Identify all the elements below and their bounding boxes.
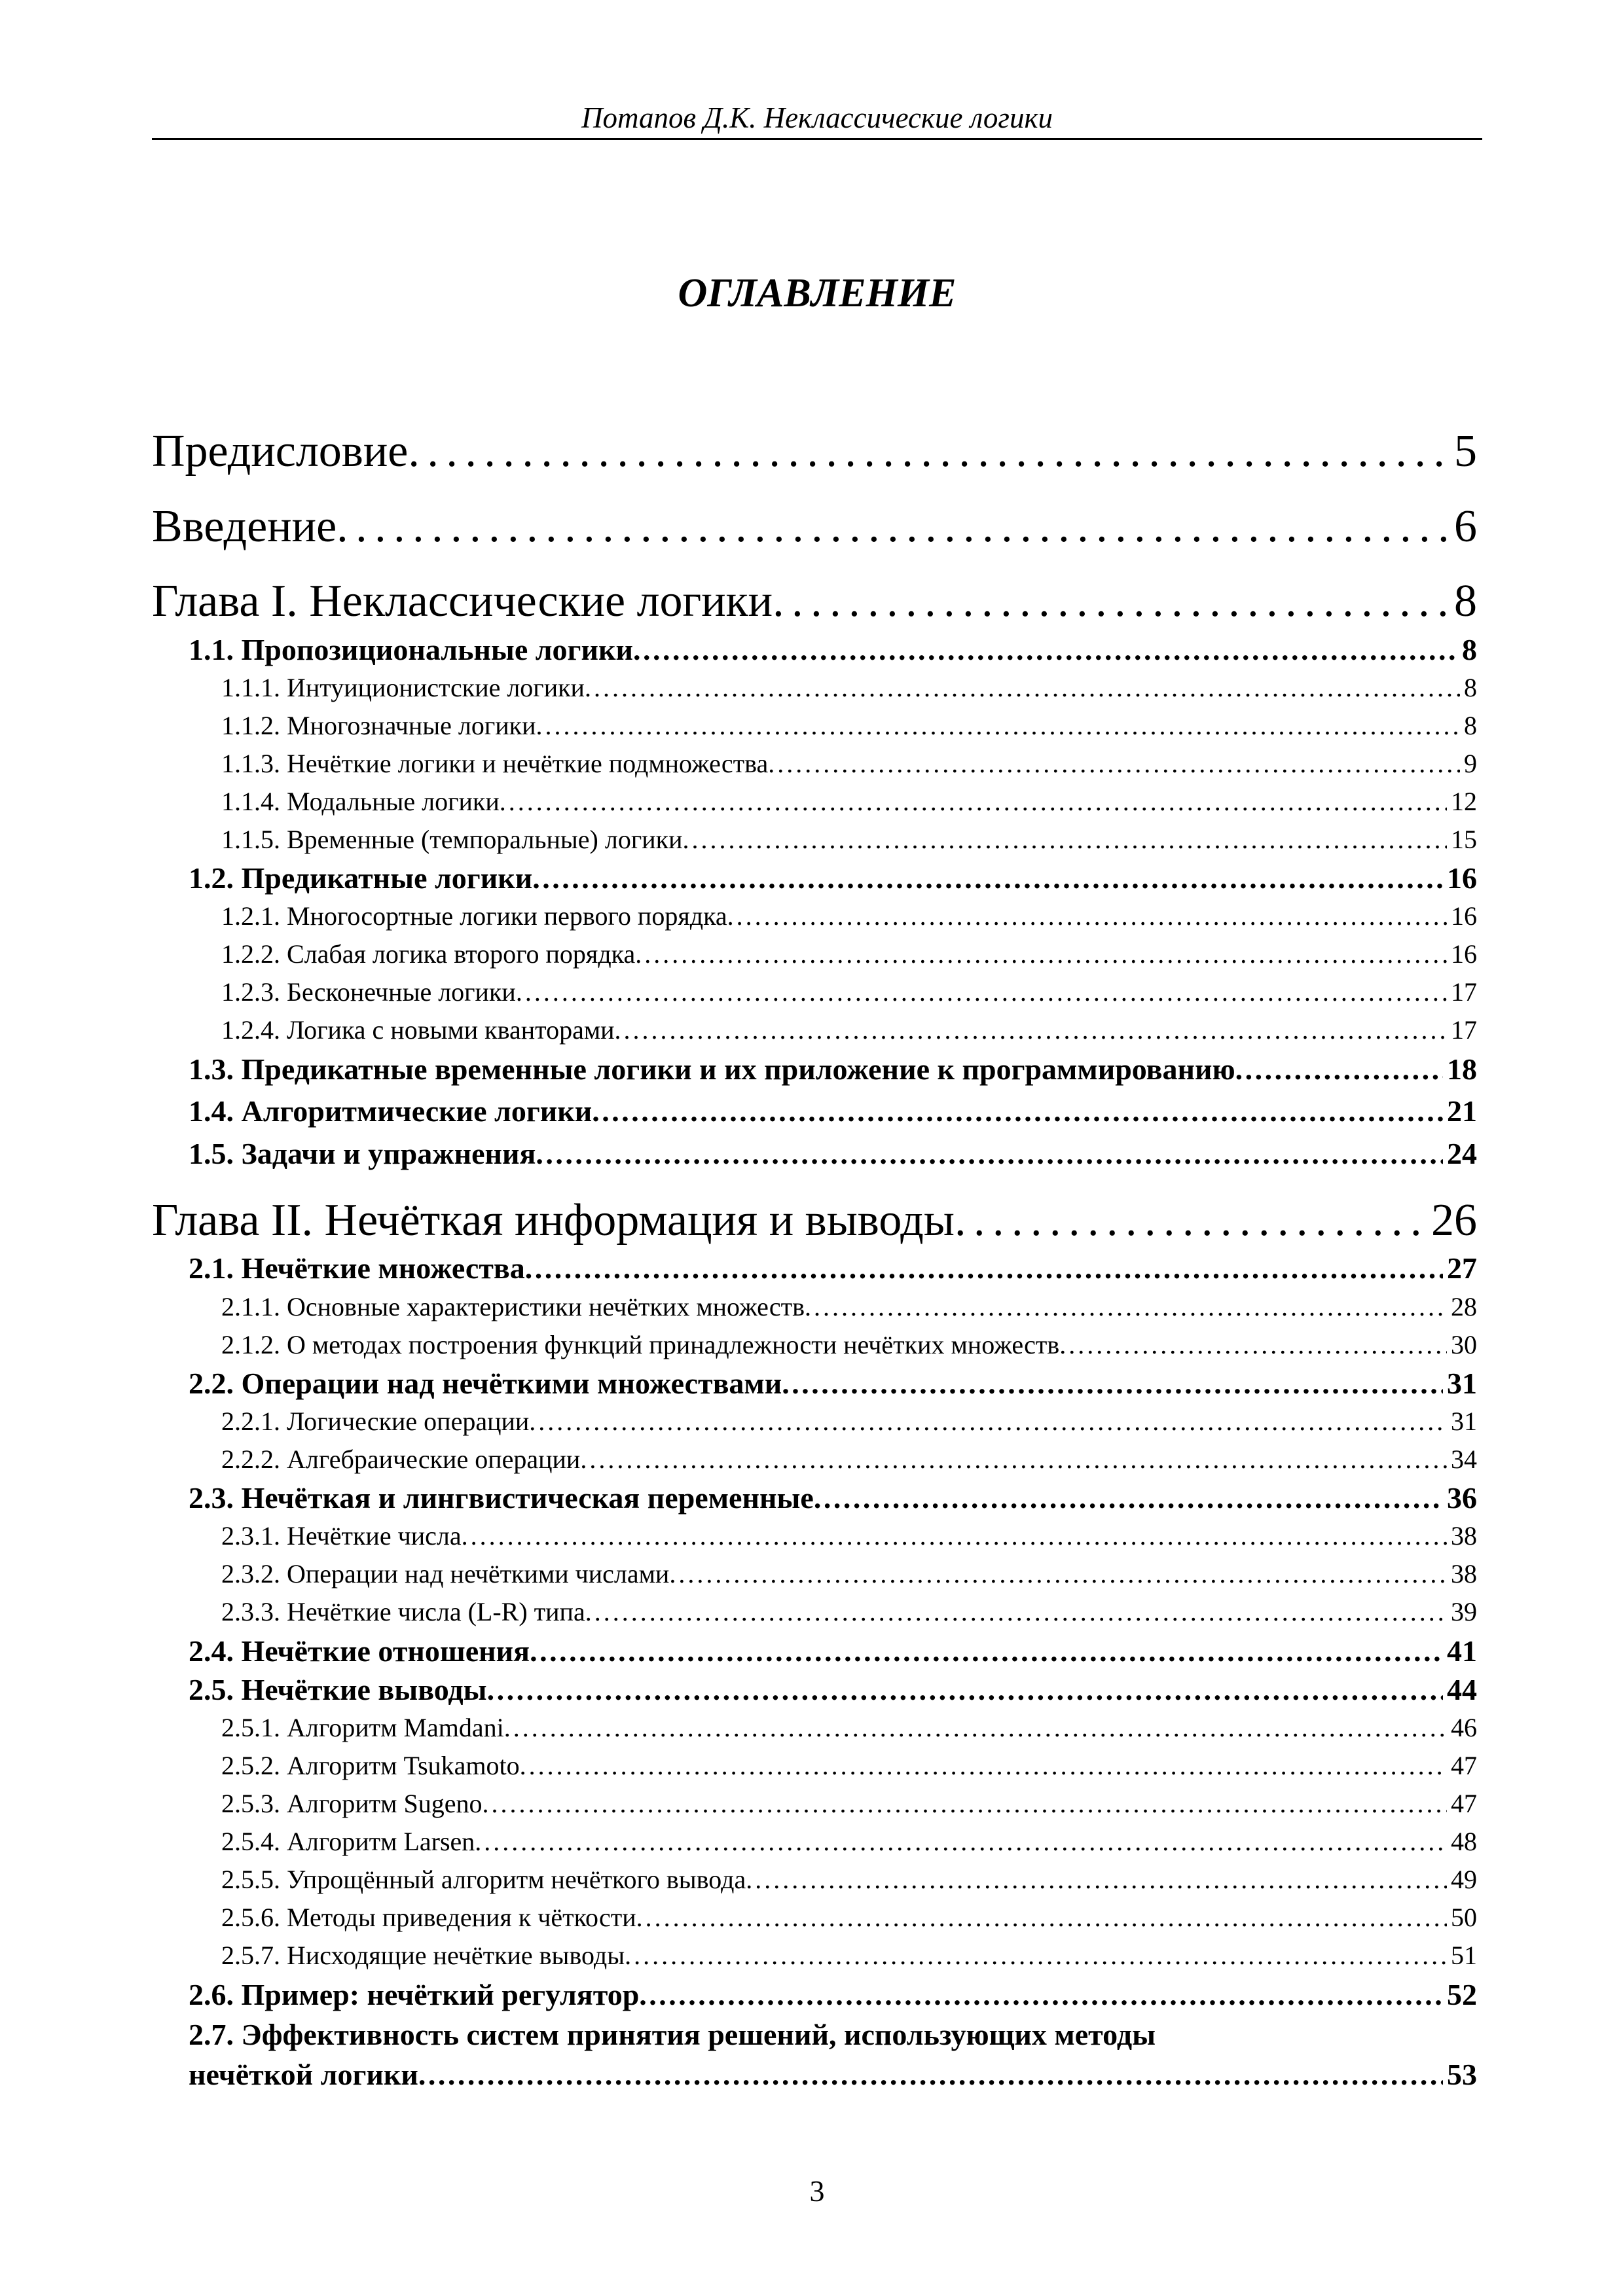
toc-entry-1-2-1[interactable]	[221, 899, 1477, 934]
dot-leader	[487, 1671, 1443, 1709]
toc-entry-2-5-1[interactable]	[221, 1710, 1477, 1746]
toc-entry-page: 44	[1447, 1673, 1477, 1706]
toc-entry-page: 34	[1451, 1444, 1477, 1474]
toc-entry-2-5-4[interactable]	[221, 1824, 1477, 1859]
toc-entry-page: 39	[1451, 1597, 1477, 1626]
dot-leader	[773, 572, 1450, 631]
toc-entry-title: Предисловие	[152, 426, 409, 476]
toc-entry-page: 21	[1447, 1094, 1477, 1128]
toc-entry-preface[interactable]	[152, 422, 1477, 481]
toc-entry-2-5-6[interactable]	[221, 1900, 1477, 1935]
toc-entry-title: 2.1.2. О методах построения функций принадлежности нечётких множеств	[221, 1330, 1060, 1359]
toc-entry-2-2-2[interactable]	[221, 1442, 1477, 1477]
toc-entry-page: 36	[1447, 1481, 1477, 1515]
toc-entry-page: 48	[1451, 1827, 1477, 1856]
toc-entry-page: 6	[1454, 501, 1477, 552]
toc-entry-2-5-5[interactable]	[221, 1862, 1477, 1897]
toc-entry-title: 1.3. Предикатные временные логики и их приложение к программированию	[189, 1052, 1235, 1086]
toc-entry-page: 17	[1451, 977, 1477, 1007]
dot-leader	[669, 1556, 1447, 1592]
dot-leader	[639, 1976, 1443, 2014]
toc-entry-page: 26	[1431, 1195, 1477, 1246]
dot-leader	[475, 1824, 1447, 1859]
toc-entry-1-4[interactable]	[189, 1092, 1477, 1130]
dot-leader	[585, 1594, 1447, 1630]
toc-entry-title: 2.1.1. Основные характеристики нечётких множеств	[221, 1292, 805, 1321]
dot-leader	[1235, 1050, 1443, 1088]
toc-entry-2-4[interactable]	[189, 1632, 1477, 1670]
toc-entry-title: 1.1.1. Интуиционистские логики	[221, 673, 585, 702]
toc-entry-2-7-line1[interactable]: 2.7. Эффективность систем принятия решений, использующих методы	[189, 2018, 1156, 2051]
dot-leader	[683, 822, 1448, 857]
toc-entry-page: 16	[1451, 939, 1477, 969]
toc-entry-1-2-3[interactable]	[221, 975, 1477, 1010]
dot-leader	[536, 708, 1460, 744]
dot-leader	[746, 1862, 1447, 1897]
toc-entry-title: 2.5.6. Методы приведения к чёткости	[221, 1903, 636, 1932]
toc-entry-title: 2.5.2. Алгоритм Tsukamoto	[221, 1751, 520, 1780]
toc-entry-title: 2.5. Нечёткие выводы	[189, 1673, 487, 1706]
toc-entry-page: 31	[1451, 1407, 1477, 1436]
toc-entry-introduction[interactable]	[152, 497, 1477, 556]
dot-leader	[580, 1442, 1447, 1477]
toc-entry-page: 17	[1451, 1015, 1477, 1045]
toc-entry-page: 28	[1451, 1292, 1477, 1321]
toc-title: ОГЛАВЛЕНИЕ	[678, 271, 957, 315]
toc-entry-title: 2.1. Нечёткие множества	[189, 1251, 525, 1285]
toc-entry-title: 2.3. Нечёткая и лингвистическая переменные	[189, 1481, 814, 1515]
dot-leader	[500, 784, 1447, 819]
toc-entry-title: 2.3.3. Нечёткие числа (L-R) типа	[221, 1597, 585, 1626]
dot-leader	[504, 1710, 1447, 1746]
dot-leader	[592, 1092, 1443, 1130]
toc-entry-page: 51	[1451, 1941, 1477, 1970]
toc-entry-title: Глава II. Нечёткая информация и выводы	[152, 1195, 955, 1246]
toc-entry-page: 16	[1447, 861, 1477, 895]
toc-entry-2-3[interactable]	[189, 1479, 1477, 1517]
toc-entry-title: нечёткой логики	[189, 2058, 418, 2091]
page-number: 3	[809, 2174, 825, 2208]
toc-entry-1-1[interactable]	[189, 631, 1477, 669]
toc-entry-title: 2.2.1. Логические операции	[221, 1407, 530, 1436]
toc-entry-page: 52	[1447, 1978, 1477, 2011]
dot-leader	[782, 1365, 1443, 1403]
toc-entry-title: 2.2.2. Алгебраические операции	[221, 1444, 581, 1474]
toc-entry-title: 2.4. Нечёткие отношения	[189, 1634, 530, 1668]
dot-leader	[530, 1632, 1443, 1670]
toc-entry-page: 27	[1447, 1251, 1477, 1285]
toc-entry-page: 50	[1451, 1903, 1477, 1932]
header-rule	[152, 138, 1482, 140]
toc-entry-title: Глава I. Неклассические логики	[152, 576, 773, 626]
toc-entry-title: 2.6. Пример: нечёткий регулятор	[189, 1978, 640, 2011]
toc-entry-page: 46	[1451, 1713, 1477, 1742]
toc-entry-page: 38	[1451, 1559, 1477, 1588]
toc-entry-1-1-3[interactable]	[221, 746, 1477, 781]
dot-leader	[418, 2056, 1443, 2094]
toc-entry-title: 1.1.2. Многозначные логики	[221, 711, 536, 740]
toc-entry-page: 30	[1451, 1330, 1477, 1359]
toc-entry-2-1[interactable]	[189, 1249, 1477, 1287]
toc-entry-page: 38	[1451, 1521, 1477, 1551]
toc-entry-title: 2.2. Операции над нечёткими множествами	[189, 1367, 782, 1400]
toc-entry-2-3-2[interactable]	[221, 1556, 1477, 1592]
dot-leader	[482, 1786, 1447, 1821]
toc-entry-page: 5	[1454, 426, 1477, 476]
toc-entry-title: 2.5.1. Алгоритм Mamdani	[221, 1713, 504, 1742]
toc-entry-2-3-3[interactable]	[221, 1594, 1477, 1630]
toc-entry-title: 1.4. Алгоритмические логики	[189, 1094, 593, 1128]
dot-leader	[635, 937, 1447, 972]
toc-entry-2-5-3[interactable]	[221, 1786, 1477, 1821]
toc-entry-title: 1.5. Задачи и упражнения	[189, 1137, 536, 1170]
toc-entry-title: 1.2.1. Многосортные логики первого порядка	[221, 901, 727, 931]
toc-entry-2-1-1[interactable]	[221, 1289, 1477, 1325]
dot-leader	[516, 975, 1447, 1010]
toc-entry-page: 49	[1451, 1865, 1477, 1894]
toc-entry-title: 1.1.5. Временные (темпоральные) логики	[221, 825, 683, 854]
toc-entry-page: 12	[1451, 787, 1477, 816]
dot-leader	[408, 422, 1450, 481]
toc-entry-page: 31	[1447, 1367, 1477, 1400]
dot-leader	[532, 859, 1443, 897]
dot-leader	[462, 1518, 1447, 1554]
dot-leader	[805, 1289, 1447, 1325]
toc-entry-title: 2.5.3. Алгоритм Sugeno	[221, 1789, 483, 1818]
toc-entry-page: 47	[1451, 1789, 1477, 1818]
toc-entry-page: 8	[1454, 576, 1477, 626]
toc-entry-page: 18	[1447, 1052, 1477, 1086]
toc-entry-chapter-2[interactable]	[152, 1191, 1477, 1250]
toc-entry-page: 16	[1451, 901, 1477, 931]
toc-entry-1-1-5[interactable]	[221, 822, 1477, 857]
toc-entry-page: 8	[1464, 711, 1477, 740]
toc-entry-1-2-4[interactable]	[221, 1013, 1477, 1048]
toc-entry-title: 2.3.2. Операции над нечёткими числами	[221, 1559, 670, 1588]
dot-leader	[585, 670, 1460, 706]
toc-entry-page: 47	[1451, 1751, 1477, 1780]
running-header: Потапов Д.К. Неклассические логики	[581, 101, 1053, 134]
toc-entry-title: 2.5.4. Алгоритм Larsen	[221, 1827, 475, 1856]
toc-entry-1-3[interactable]	[189, 1050, 1477, 1088]
toc-entry-title: Введение	[152, 501, 337, 552]
dot-leader	[536, 1135, 1443, 1173]
dot-leader	[636, 1900, 1447, 1935]
toc-entry-1-1-1[interactable]	[221, 670, 1477, 706]
dot-leader	[955, 1191, 1427, 1250]
toc-entry-page: 41	[1447, 1634, 1477, 1668]
toc-entry-1-1-2[interactable]	[221, 708, 1477, 744]
toc-entry-1-5[interactable]	[189, 1135, 1477, 1173]
dot-leader	[615, 1013, 1447, 1048]
toc-entry-2-2-1[interactable]	[221, 1404, 1477, 1439]
toc-entry-page: 8	[1462, 633, 1477, 666]
dot-leader	[520, 1748, 1447, 1784]
toc-entry-page: 53	[1447, 2058, 1477, 2091]
dot-leader	[727, 899, 1447, 934]
toc-entry-2-1-2[interactable]	[221, 1327, 1477, 1363]
dot-leader	[814, 1479, 1443, 1517]
toc-entry-title: 1.2. Предикатные логики	[189, 861, 533, 895]
toc-entry-page: 24	[1447, 1137, 1477, 1170]
toc-entry-2-2[interactable]	[189, 1365, 1477, 1403]
toc-entry-page: 8	[1464, 673, 1477, 702]
toc-entry-page: 9	[1464, 749, 1477, 778]
toc-entry-title: 1.2.2. Слабая логика второго порядка	[221, 939, 636, 969]
toc-entry-title: 1.1.4. Модальные логики	[221, 787, 500, 816]
dot-leader	[337, 497, 1450, 556]
toc-entry-2-7[interactable]	[189, 2056, 1477, 2094]
toc-entry-title: 2.5.5. Упрощённый алгоритм нечёткого вывода	[221, 1865, 746, 1894]
dot-leader	[529, 1404, 1447, 1439]
toc-entry-2-5[interactable]	[189, 1671, 1477, 1709]
dot-leader	[625, 1938, 1447, 1973]
dot-leader	[633, 631, 1458, 669]
toc-entry-title: 1.2.4. Логика с новыми кванторами	[221, 1015, 615, 1045]
dot-leader	[768, 746, 1460, 781]
toc-entry-1-1-4[interactable]	[221, 784, 1477, 819]
toc-entry-page: 15	[1451, 825, 1477, 854]
toc-entry-title: 1.2.3. Бесконечные логики	[221, 977, 516, 1007]
toc-entry-1-2[interactable]	[189, 859, 1477, 897]
toc-entry-title: 2.3.1. Нечёткие числа	[221, 1521, 462, 1551]
dot-leader	[1059, 1327, 1447, 1363]
toc-entry-1-2-2[interactable]	[221, 937, 1477, 972]
toc-entry-2-6[interactable]	[189, 1976, 1477, 2014]
dot-leader	[525, 1249, 1443, 1287]
toc-entry-title: 2.5.7. Нисходящие нечёткие выводы	[221, 1941, 625, 1970]
toc-entry-title: 1.1. Пропозициональные логики	[189, 633, 633, 666]
toc-entry-2-5-7[interactable]	[221, 1938, 1477, 1973]
toc-entry-chapter-1[interactable]	[152, 572, 1477, 631]
toc-entry-2-5-2[interactable]	[221, 1748, 1477, 1784]
toc-entry-2-3-1[interactable]	[221, 1518, 1477, 1554]
toc-entry-title: 1.1.3. Нечёткие логики и нечёткие подмножества	[221, 749, 769, 778]
